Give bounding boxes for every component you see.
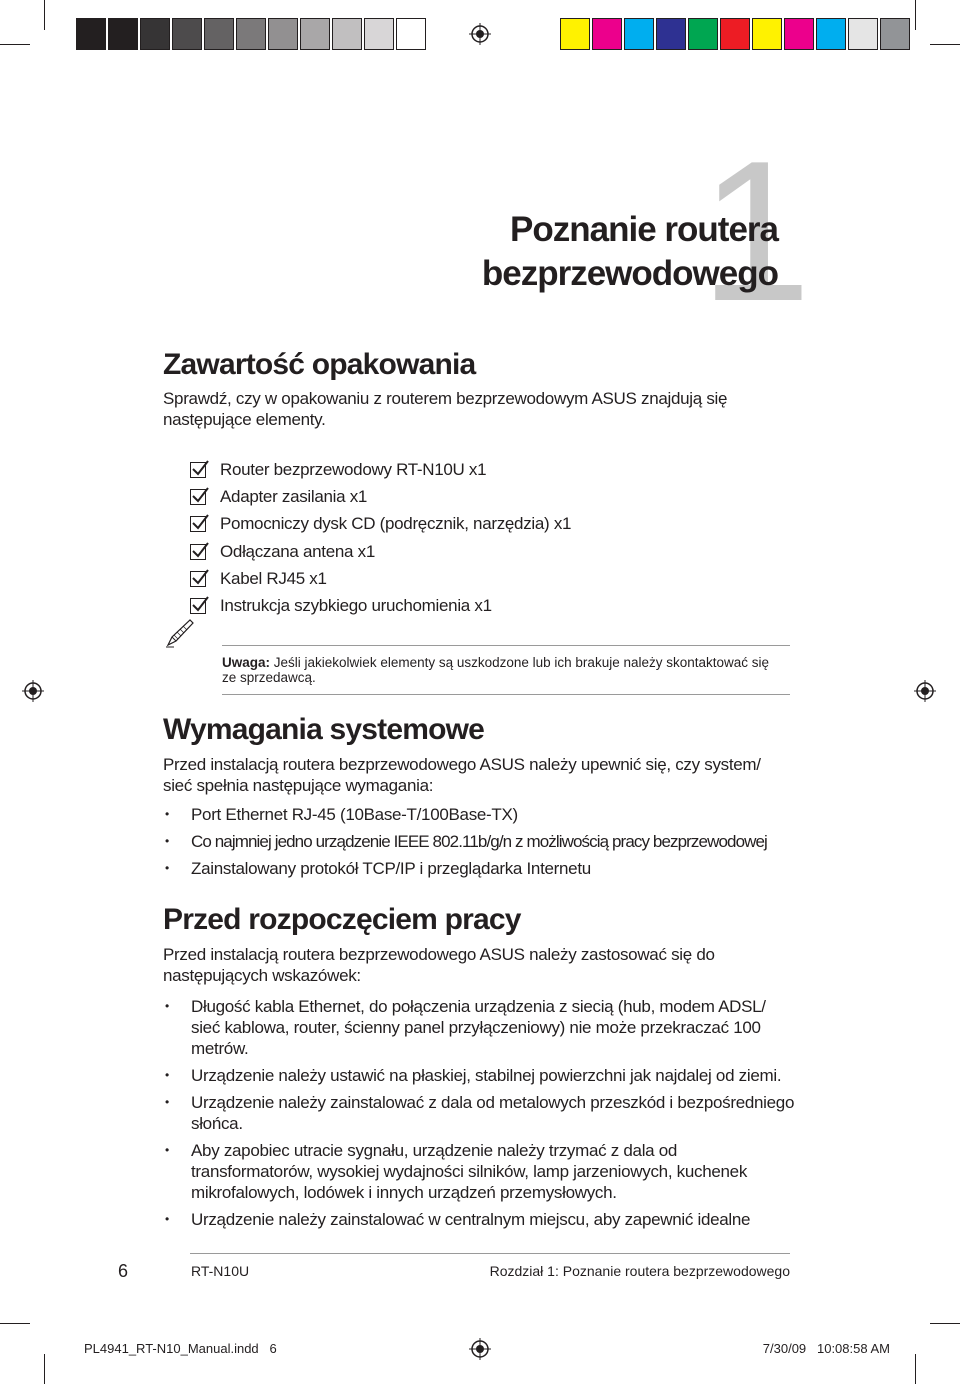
chapter-title-line2: bezprzewodowego <box>481 254 778 293</box>
list-item <box>190 592 571 619</box>
before-start-list <box>163 996 795 1230</box>
color-swatch <box>752 18 782 50</box>
color-swatch <box>108 18 138 50</box>
footer-divider <box>190 1253 790 1254</box>
color-swatch <box>784 18 814 50</box>
note-divider-bottom <box>222 694 790 695</box>
list-item-label: Pomocniczy dysk CD (podręcznik, narzędzia) x1 <box>220 514 572 534</box>
checkbox-checked-icon <box>190 516 206 532</box>
gray-swatches <box>76 18 428 50</box>
requirements-list <box>163 804 803 879</box>
color-swatch <box>560 18 590 50</box>
color-swatch <box>688 18 718 50</box>
color-swatch <box>140 18 170 50</box>
list-item: • Długość kabla Ethernet, do połączenia urządzenia z siecią (hub, modem ADSL/ sieć kablowa, router, ścienny panel przyłączeniowy) nie może przekraczać 100 metrów. <box>163 996 795 1059</box>
color-swatch <box>656 18 686 50</box>
footer-chapter: Rozdział 1: Poznanie routera bezprzewodowego <box>489 1263 790 1279</box>
crop-mark <box>915 1354 916 1384</box>
note-text: Jeśli jakiekolwiek elementy są uszkodzone lub ich brakuje należy skontaktować się ze sprzedawcą. <box>222 655 770 685</box>
requirements-intro: Przed instalacją routera bezprzewodowego ASUS należy upewnić się, czy system/ sieć spełnia następujące wymagania: <box>163 755 761 795</box>
registration-mark-icon <box>914 680 936 702</box>
note <box>222 655 782 685</box>
crop-mark <box>930 1323 960 1324</box>
list-item-label: Adapter zasilania x1 <box>220 486 368 506</box>
checkbox-checked-icon <box>190 489 206 505</box>
list-item: • Urządzenie należy zainstalować z dala od metalowych przeszkód i bezpośredniego słońca. <box>163 1092 795 1134</box>
list-item: • Zainstalowany protokół TCP/IP i przeglądarka Internetu <box>163 858 803 879</box>
color-swatch <box>396 18 426 50</box>
list-item <box>190 483 571 510</box>
chapter-title-line1: Poznanie routera <box>510 210 778 249</box>
crop-mark <box>0 1323 30 1324</box>
color-swatch <box>816 18 846 50</box>
chapter-number: 1 <box>700 120 808 343</box>
package-intro: Sprawdź, czy w opakowaniu z routerem bezprzewodowym ASUS znajdują się następujące elementy. <box>163 389 728 429</box>
color-swatch <box>848 18 878 50</box>
pen-note-icon <box>164 617 196 649</box>
crop-mark <box>930 44 960 45</box>
color-swatch <box>364 18 394 50</box>
crop-mark <box>44 0 45 30</box>
color-swatch <box>236 18 266 50</box>
checkbox-checked-icon <box>190 544 206 560</box>
color-swatch <box>76 18 106 50</box>
list-item: • Port Ethernet RJ-45 (10Base-T/100Base-TX) <box>163 804 803 825</box>
list-item-label: Kabel RJ45 x1 <box>220 568 327 588</box>
list-item-label: Router bezprzewodowy RT-N10U x1 <box>220 459 487 479</box>
package-checklist <box>190 456 571 620</box>
list-item-label: Odłączana antena x1 <box>220 541 375 561</box>
list-item <box>190 456 571 483</box>
color-swatch <box>300 18 330 50</box>
page-number: 6 <box>118 1261 129 1281</box>
note-label: Uwaga: <box>222 655 271 670</box>
checkbox-checked-icon <box>190 462 206 478</box>
registration-mark-icon <box>469 23 491 45</box>
list-item <box>190 511 571 538</box>
color-swatch <box>592 18 622 50</box>
crop-mark <box>44 1354 45 1384</box>
list-item: • Co najmniej jedno urządzenie IEEE 802.11b/g/n z możliwością pracy bezprzewodowej <box>163 831 803 852</box>
crop-mark <box>0 44 30 45</box>
chapter-title <box>482 208 778 296</box>
color-swatch <box>880 18 910 50</box>
list-item: • Urządzenie należy zainstalować w centralnym miejscu, aby zapewnić idealne <box>163 1209 795 1230</box>
color-swatch <box>204 18 234 50</box>
slug-file: PL4941_RT-N10_Manual.indd 6 <box>84 1341 277 1356</box>
note-divider-top <box>222 645 790 646</box>
color-swatch <box>720 18 750 50</box>
list-item <box>190 565 571 592</box>
crop-mark <box>915 0 916 30</box>
package-heading: Zawartość opakowania <box>163 348 476 381</box>
list-item: • Urządzenie należy ustawić na płaskiej, stabilnej powierzchni jak najdalej od ziemi. <box>163 1065 795 1086</box>
color-swatch <box>624 18 654 50</box>
footer-model: RT-N10U <box>191 1263 250 1279</box>
color-swatch <box>332 18 362 50</box>
list-item: • Aby zapobiec utracie sygnału, urządzenie należy trzymać z dala od transformatorów, wysokiej wydajności silników, lamp jarzeniowych, kuchenek mikrofalowych, lodówek i innych urządzeń przemysłowych. <box>163 1140 795 1203</box>
slug-date: 7/30/09 10:08:58 AM <box>762 1341 890 1356</box>
before-start-heading: Przed rozpoczęciem pracy <box>163 903 521 936</box>
requirements-heading: Wymagania systemowe <box>163 713 485 746</box>
list-item <box>190 538 571 565</box>
color-swatches <box>560 18 912 50</box>
registration-mark-icon <box>469 1338 491 1360</box>
list-item-label: Instrukcja szybkiego uruchomienia x1 <box>220 596 492 616</box>
color-swatch <box>268 18 298 50</box>
checkbox-checked-icon <box>190 571 206 587</box>
checkbox-checked-icon <box>190 598 206 614</box>
color-swatch <box>172 18 202 50</box>
before-start-intro: Przed instalacją routera bezprzewodowego ASUS należy zastosować się do następujących wskazówek: <box>163 945 715 985</box>
registration-mark-icon <box>22 680 44 702</box>
